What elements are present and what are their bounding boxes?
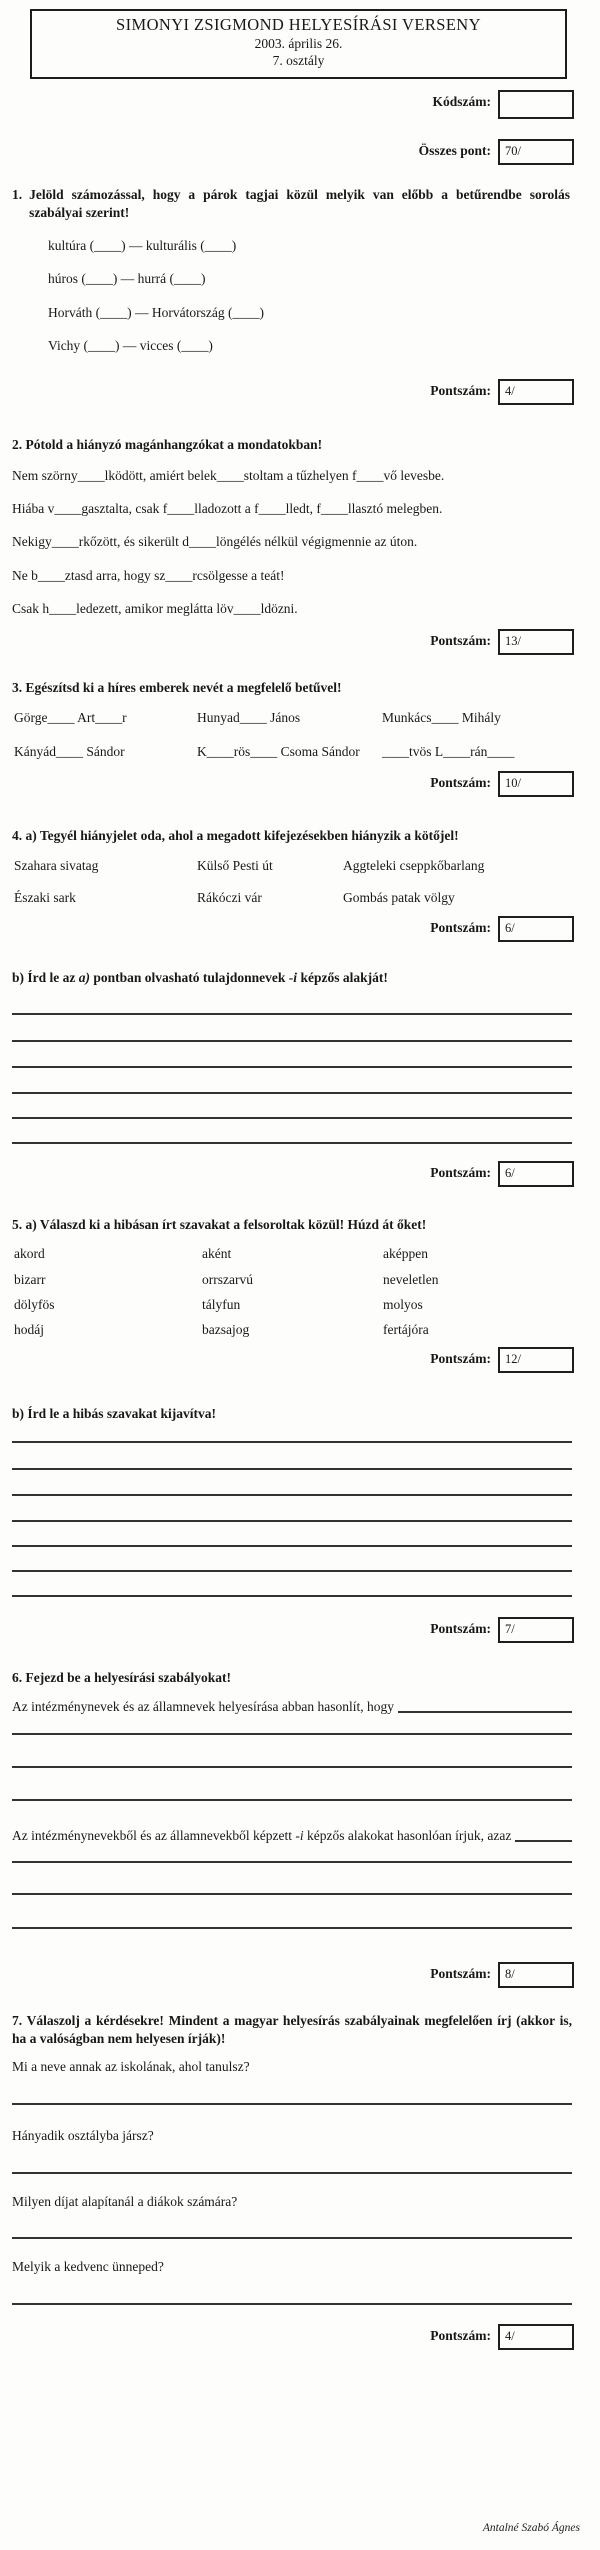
task7-heading: 7. Válaszolj a kérdésekre! Mindent a magyar helyesírás szabályainak megfelelően írj (akkor is, ha a valóságban nem helyesen írják)!: [12, 2013, 572, 2047]
task1-instruction: Jelöld számozással, hogy a párok tagjai közül melyik van előbb a betűrendbe sorolás szabályai szerint!: [29, 187, 570, 221]
task3-row: [14, 744, 570, 760]
name-item: K____rös____ Csoma Sándor: [197, 744, 360, 759]
total-points-box[interactable]: 70/: [498, 139, 574, 165]
task5a-row: [14, 1246, 570, 1262]
task4a-row: [14, 858, 570, 874]
question: Milyen díjat alapítanál a diákok számára?: [12, 2194, 238, 2209]
word-item: tályfun: [202, 1297, 241, 1312]
task3-heading: 3. Egészítsd ki a híres emberek nevét a megfelelő betűvel!: [12, 680, 342, 695]
question: Melyik a kedvenc ünneped?: [12, 2259, 164, 2274]
pontszam-row-task4a: [430, 916, 574, 942]
word-item: fertájóra: [383, 1322, 429, 1337]
task6-sentence2: [12, 1828, 572, 1844]
answer-line[interactable]: [12, 2103, 572, 2105]
answer-line[interactable]: [12, 1117, 572, 1119]
answer-line[interactable]: [12, 1595, 572, 1597]
answer-line[interactable]: [12, 1040, 572, 1042]
gapped-sentence: Csak h____ledezett, amikor meglátta löv____ldözni.: [12, 601, 298, 616]
pontszam-box-task6[interactable]: 8/: [498, 1962, 574, 1988]
pontszam-box-task4a[interactable]: 6/: [498, 916, 574, 942]
answer-line[interactable]: [12, 1142, 572, 1144]
answer-line[interactable]: [12, 1468, 572, 1470]
gapped-sentence: Nem szörny____lködött, amiért belek____stoltam a tűzhelyen f____vő levesbe.: [12, 468, 445, 483]
word-item: hodáj: [14, 1322, 44, 1337]
word-item: bizarr: [14, 1272, 46, 1287]
pontszam-label: Pontszám:: [430, 2328, 491, 2343]
expression-item: Északi sark: [14, 890, 76, 905]
pontszam-row-task5a: [430, 1347, 574, 1373]
code-input-box[interactable]: [498, 90, 574, 119]
word-item: dölyfös: [14, 1297, 55, 1312]
pontszam-label: Pontszám:: [430, 920, 491, 935]
task6-heading: 6. Fejezd be a helyesírási szabályokat!: [12, 1670, 231, 1685]
expression-item: Rákóczi vár: [197, 890, 262, 905]
code-field-row: [433, 90, 575, 119]
pontszam-label: Pontszám:: [430, 633, 491, 648]
answer-line[interactable]: [515, 1828, 572, 1842]
answer-line[interactable]: [12, 1494, 572, 1496]
pontszam-box-task2[interactable]: 13/: [498, 629, 574, 655]
rule-sentence-italic: -i: [295, 1828, 304, 1843]
task1-number: 1.: [12, 187, 23, 202]
task4b-heading-part: b) Írd le az: [12, 970, 79, 985]
answer-line[interactable]: [12, 2237, 572, 2239]
total-points-label: Összes pont:: [418, 143, 491, 158]
pontszam-label: Pontszám:: [430, 1621, 491, 1636]
pontszam-label: Pontszám:: [430, 383, 491, 398]
task2-heading: 2. Pótold a hiányzó magánhangzókat a mondatokban!: [12, 437, 323, 452]
pontszam-box-task4b[interactable]: 6/: [498, 1161, 574, 1187]
pontszam-box-task5b[interactable]: 7/: [498, 1617, 574, 1643]
rule-sentence: [12, 1828, 511, 1844]
task6-sentence1: [12, 1699, 572, 1715]
gapped-sentence: Ne b____ztasd arra, hogy sz____rcsölgesse a teát!: [12, 568, 285, 583]
pontszam-label: Pontszám:: [430, 775, 491, 790]
word-pair: húros (____) — hurrá (____): [48, 271, 206, 286]
pontszam-row-task5b: [430, 1617, 574, 1643]
question: Mi a neve annak az iskolának, ahol tanulsz?: [12, 2059, 250, 2074]
task1-heading: [12, 186, 570, 222]
task5a-heading: 5. a) Válaszd ki a hibásan írt szavakat a felsoroltak közül! Húzd át őket!: [12, 1217, 427, 1232]
word-item: bazsajog: [202, 1322, 250, 1337]
total-points-row: [419, 139, 574, 165]
answer-line[interactable]: [12, 1893, 572, 1895]
competition-grade: 7. osztály: [272, 53, 325, 68]
rule-sentence: Az intézménynevek és az államnevek helyesírása abban hasonlít, hogy: [12, 1699, 394, 1714]
word-item: akord: [14, 1246, 45, 1261]
answer-line[interactable]: [12, 1766, 572, 1768]
answer-line[interactable]: [12, 1927, 572, 1929]
pontszam-label: Pontszám:: [430, 1351, 491, 1366]
task5b-heading: b) Írd le a hibás szavakat kijavítva!: [12, 1406, 217, 1421]
word-item: molyos: [383, 1297, 423, 1312]
expression-item: Aggteleki cseppkőbarlang: [343, 858, 485, 873]
task4a-heading: 4. a) Tegyél hiányjelet oda, ahol a megadott kifejezésekben hiányzik a kötőjel!: [12, 828, 459, 843]
answer-line[interactable]: [12, 1092, 572, 1094]
pontszam-row-task3: [430, 771, 574, 797]
task5a-row: [14, 1297, 570, 1313]
word-pair: kultúra (____) — kulturális (____): [48, 238, 237, 253]
expression-item: Külső Pesti út: [197, 858, 273, 873]
name-item: Kányád____ Sándor: [14, 744, 125, 759]
pontszam-row-task4b: [430, 1161, 574, 1187]
pontszam-row-task6: [430, 1962, 574, 1988]
name-item: Görge____ Art____r: [14, 710, 127, 725]
competition-date: 2003. április 26.: [254, 36, 343, 51]
answer-line[interactable]: [12, 1520, 572, 1522]
task4b-heading-italic: -i: [288, 970, 298, 985]
word-item: aképpen: [383, 1246, 428, 1261]
answer-line[interactable]: [12, 2172, 572, 2174]
answer-line[interactable]: [12, 1799, 572, 1801]
answer-line[interactable]: [12, 1545, 572, 1547]
answer-line[interactable]: [12, 1570, 572, 1572]
task3-row: [14, 710, 570, 726]
answer-line[interactable]: [12, 1013, 572, 1015]
answer-line[interactable]: [12, 1441, 572, 1443]
header-box: [30, 9, 567, 79]
competition-title: SIMONYI ZSIGMOND HELYESÍRÁSI VERSENY: [116, 15, 481, 34]
answer-line[interactable]: [12, 1861, 572, 1863]
pontszam-row-task2: [430, 629, 574, 655]
expression-item: Gombás patak völgy: [343, 890, 455, 905]
code-label: Kódszám:: [432, 94, 491, 109]
pontszam-box-task1[interactable]: 4/: [498, 379, 574, 405]
name-item: Munkács____ Mihály: [382, 710, 501, 725]
pontszam-box-task7[interactable]: 4/: [498, 2324, 574, 2350]
word-item: neveletlen: [383, 1272, 439, 1287]
task4b-heading-italic: a): [78, 970, 90, 985]
answer-line[interactable]: [12, 1066, 572, 1068]
pontszam-box-task3[interactable]: 10/: [498, 771, 574, 797]
name-item: Hunyad____ János: [197, 710, 301, 725]
task4b-heading-part: képzős alakját!: [297, 970, 388, 985]
pontszam-row-task1: [430, 379, 574, 405]
pontszam-row-task7: [430, 2324, 574, 2350]
pontszam-label: Pontszám:: [430, 1966, 491, 1981]
task5a-row: [14, 1272, 570, 1288]
pontszam-label: Pontszám:: [430, 1165, 491, 1180]
rule-sentence-part: Az intézménynevekből és az államnevekből képzett: [12, 1828, 296, 1843]
question: Hányadik osztályba jársz?: [12, 2128, 154, 2143]
task4b-heading: [12, 969, 572, 987]
task5a-row: [14, 1322, 570, 1338]
task4a-row: [14, 890, 570, 906]
answer-line[interactable]: [12, 1733, 572, 1735]
word-pair: Horváth (____) — Horvátország (____): [48, 305, 264, 320]
word-item: orrszarvú: [202, 1272, 253, 1287]
expression-item: Szahara sivatag: [14, 858, 99, 873]
gapped-sentence: Hiába v____gasztalta, csak f____lladozott a f____lledt, f____llasztó melegben.: [12, 501, 443, 516]
word-pair: Vichy (____) — vicces (____): [48, 338, 213, 353]
answer-line[interactable]: [398, 1699, 572, 1713]
task4b-heading-part: pontban olvasható tulajdonnevek: [90, 970, 289, 985]
answer-line[interactable]: [12, 2303, 572, 2305]
pontszam-box-task5a[interactable]: 12/: [498, 1347, 574, 1373]
rule-sentence-part: képzős alakokat hasonlóan írjuk, azaz: [303, 1828, 512, 1843]
author-signature: Antalné Szabó Ágnes: [482, 2522, 580, 2534]
gapped-sentence: Nekigy____rkőzött, és sikerült d____löngélés nélkül végigmennie az úton.: [12, 534, 418, 549]
name-item: ____tvös L____rán____: [382, 744, 515, 759]
word-item: aként: [202, 1246, 232, 1261]
